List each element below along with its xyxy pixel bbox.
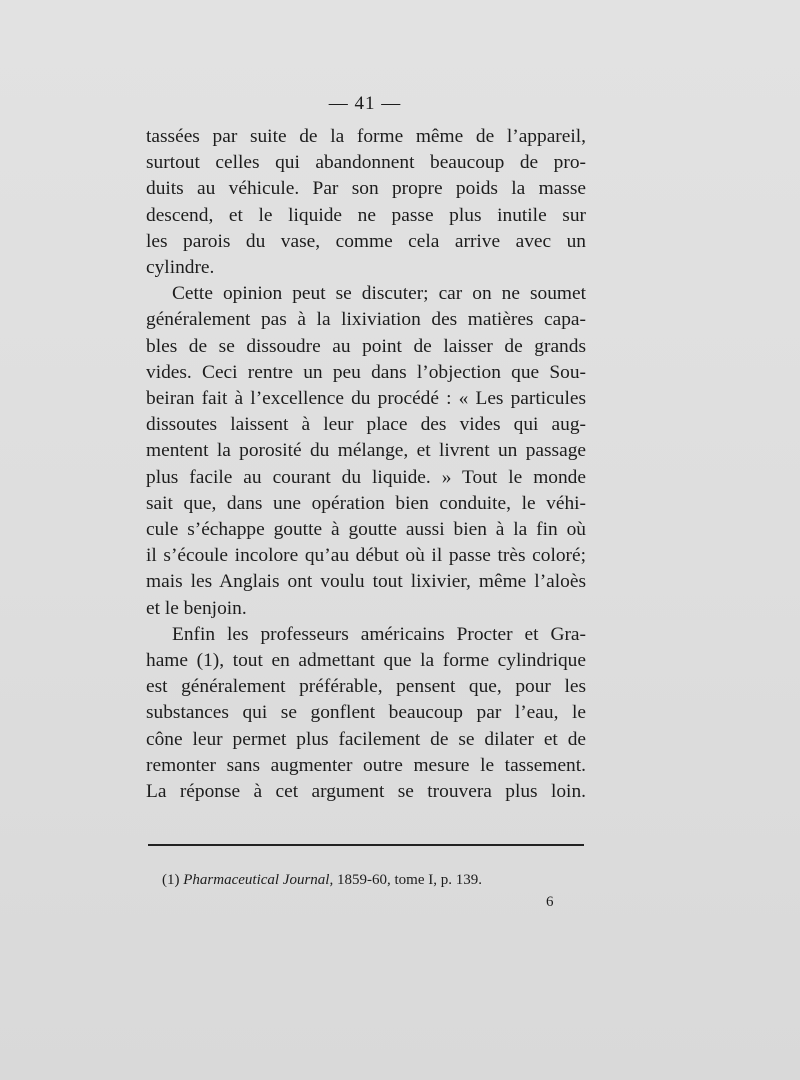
- text-line: vides. Ceci rentre un peu dans l’objection que Sou-: [146, 361, 586, 383]
- footnote-marker: (1): [162, 872, 180, 888]
- text-line: il s’écoule incolore qu’au début où il passe très coloré;: [146, 545, 586, 567]
- text-line: dissoutes laissent à leur place des vides qui aug-: [146, 414, 586, 436]
- text-line: bles de se dissoudre au point de laisser de grands: [146, 335, 586, 357]
- text-line: hame (1), tout en admettant que la forme cylindrique: [146, 650, 586, 672]
- text-line: descend, et le liquide ne passe plus inutile sur: [146, 204, 586, 226]
- text-line: plus facile au courant du liquide. » Tout le monde: [146, 466, 586, 488]
- text-line: cule s’échappe goutte à goutte aussi bien à la fin où: [146, 519, 586, 541]
- footnote-details: 1859-60, tome I, p. 139.: [336, 872, 482, 888]
- footnote: [162, 872, 482, 889]
- signature-mark: 6: [546, 894, 554, 910]
- text-line: mentent la porosité du mélange, et livrent un passage: [146, 440, 586, 462]
- text-line: Cette opinion peut se discuter; car on ne soumet: [172, 283, 586, 305]
- paragraph-3: [146, 622, 586, 805]
- text-line: généralement pas à la lixiviation des matières capa-: [146, 309, 586, 331]
- text-line: substances qui se gonflent beaucoup par l’eau, le: [146, 702, 586, 724]
- text-line: cylindre.: [146, 257, 215, 279]
- text-line: Enfin les professeurs américains Procter et Gra-: [172, 623, 586, 645]
- footnote-rule: [148, 844, 584, 846]
- text-line: beiran fait à l’excellence du procédé : « Les particules: [146, 388, 586, 410]
- text-line: mais les Anglais ont voulu tout lixivier, même l’aloès: [146, 571, 586, 593]
- body-text: [146, 124, 586, 805]
- text-line: remonter sans augmenter outre mesure le tassement.: [146, 754, 586, 776]
- text-line: cône leur permet plus facilement de se dilater et de: [146, 728, 586, 750]
- page-number: — 41 —: [328, 93, 402, 114]
- text-line: duits au véhicule. Par son propre poids la masse: [146, 178, 586, 200]
- text-line: et le benjoin.: [146, 597, 247, 619]
- text-line: les parois du vase, comme cela arrive avec un: [146, 230, 586, 252]
- text-line: tassées par suite de la forme même de l’appareil,: [146, 126, 586, 147]
- paragraph-2: [146, 281, 586, 622]
- text-line: est généralement préférable, pensent que, pour les: [146, 676, 586, 698]
- text-line: La réponse à cet argument se trouvera plus loin.: [146, 781, 586, 803]
- text-line: surtout celles qui abandonnent beaucoup de pro-: [146, 152, 586, 174]
- text-line: sait que, dans une opération bien conduite, le véhi-: [146, 492, 586, 514]
- footnote-journal: Pharmaceutical Journal,: [183, 872, 334, 888]
- paragraph-1: [146, 124, 586, 281]
